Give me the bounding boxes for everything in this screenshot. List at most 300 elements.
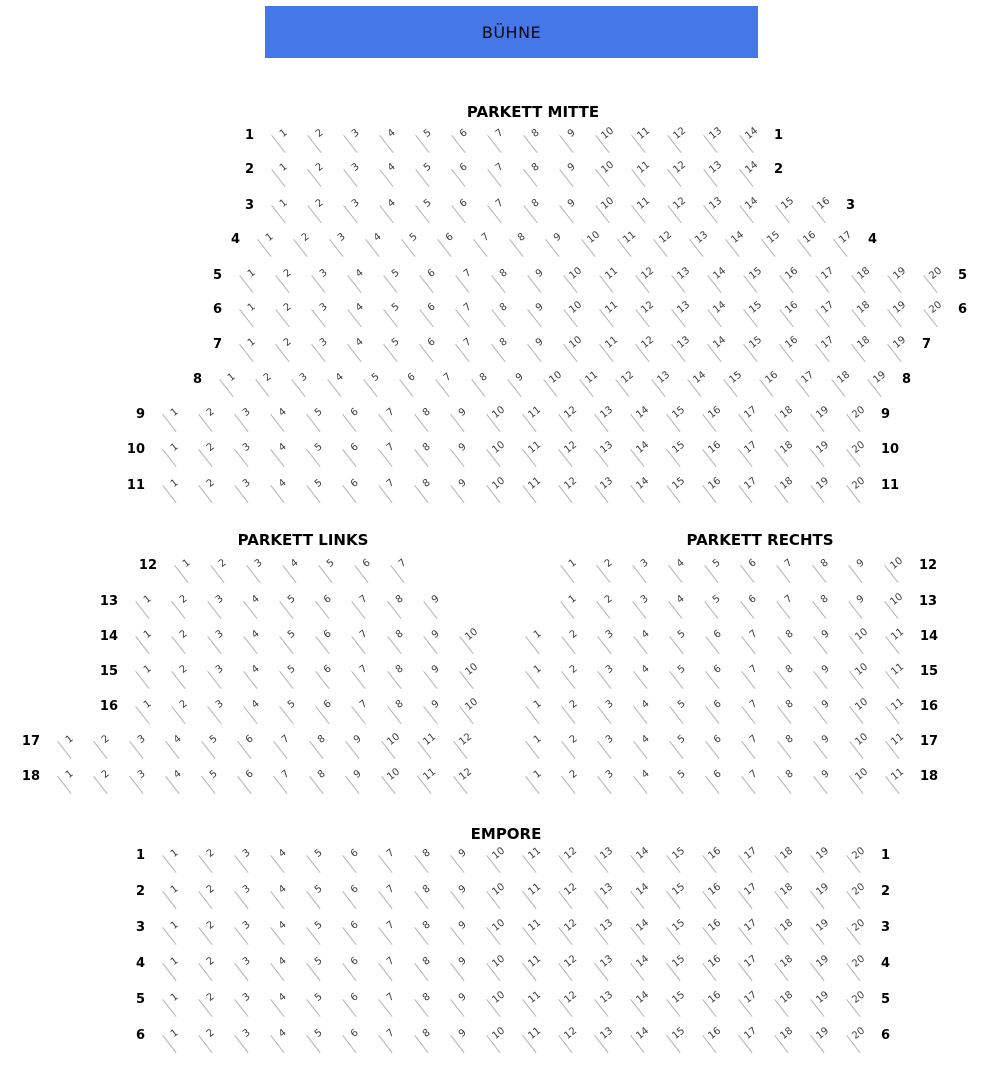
seat-number: 2 bbox=[204, 477, 217, 490]
stage-label: BÜHNE bbox=[481, 22, 542, 42]
seat-number: 8 bbox=[783, 663, 796, 676]
seat-number: 8 bbox=[497, 267, 510, 280]
seat-number: 9 bbox=[819, 663, 832, 676]
seat-empore-row5-2[interactable] bbox=[193, 993, 229, 1023]
row-label-left-parkett-links-15: 15 bbox=[99, 664, 118, 679]
seat-empore-row2-12[interactable] bbox=[553, 881, 589, 915]
seat-empore-row5-7[interactable] bbox=[373, 993, 409, 1023]
row-label-left-parkett-links-14: 14 bbox=[99, 629, 118, 644]
seat-number: 17 bbox=[819, 299, 837, 316]
seat-number: 13 bbox=[598, 953, 616, 970]
seat-number: 3 bbox=[603, 698, 616, 711]
seat-number: 3 bbox=[297, 371, 310, 384]
seat-number: 11 bbox=[889, 626, 907, 643]
seat-empore-row5-16[interactable] bbox=[697, 989, 733, 1023]
seat-empore-row6-13[interactable] bbox=[589, 1025, 625, 1059]
seat-number: 1 bbox=[141, 628, 154, 641]
seat-number: 3 bbox=[240, 406, 253, 419]
seat-number: 1 bbox=[168, 955, 181, 968]
seat-number: 7 bbox=[396, 557, 409, 570]
seat-number: 11 bbox=[889, 696, 907, 713]
seat-number: 5 bbox=[421, 127, 434, 140]
seat-number: 8 bbox=[315, 733, 328, 746]
seat-number: 16 bbox=[706, 439, 724, 456]
seat-number: 15 bbox=[670, 1025, 688, 1042]
seat-number: 13 bbox=[707, 125, 725, 142]
seat-number: 8 bbox=[529, 197, 542, 210]
seat-empore-row6-16[interactable] bbox=[697, 1025, 733, 1059]
seat-empore-row1-9[interactable] bbox=[445, 849, 481, 879]
seat-number: 18 bbox=[778, 845, 796, 862]
seat-empore-row4-5[interactable] bbox=[301, 957, 337, 987]
seat-empore-row2-11[interactable] bbox=[517, 881, 553, 915]
seat-number: 2 bbox=[204, 847, 217, 860]
seat-number: 5 bbox=[207, 768, 220, 781]
seat-number: 8 bbox=[393, 663, 406, 676]
seat-empore-row4-10[interactable] bbox=[481, 953, 517, 987]
seat-number: 2 bbox=[567, 628, 580, 641]
seat-number: 14 bbox=[711, 265, 729, 282]
seat-empore-row3-12[interactable] bbox=[553, 917, 589, 951]
seat-empore-row4-15[interactable] bbox=[661, 953, 697, 987]
seat-empore-row1-3[interactable] bbox=[229, 849, 265, 879]
seat-number: 17 bbox=[742, 404, 760, 421]
seat-empore-row5-9[interactable] bbox=[445, 993, 481, 1023]
seat-number: 6 bbox=[348, 955, 361, 968]
seat-number: 11 bbox=[421, 731, 439, 748]
seat-empore-row5-11[interactable] bbox=[517, 989, 553, 1023]
seat-number: 16 bbox=[706, 989, 724, 1006]
seat-empore-row6-14[interactable] bbox=[625, 1025, 661, 1059]
seat-number: 10 bbox=[567, 299, 585, 316]
seat-empore-row2-8[interactable] bbox=[409, 885, 445, 915]
seat-number: 10 bbox=[490, 404, 508, 421]
seat-number: 15 bbox=[747, 334, 765, 351]
seat-number: 3 bbox=[240, 955, 253, 968]
seat-number: 19 bbox=[814, 845, 832, 862]
seat-empore-row5-4[interactable] bbox=[265, 993, 301, 1023]
seat-number: 10 bbox=[490, 1025, 508, 1042]
seat-empore-row2-15[interactable] bbox=[661, 881, 697, 915]
seat-empore-row6-4[interactable] bbox=[265, 1029, 301, 1059]
seat-number: 5 bbox=[407, 231, 420, 244]
seat-number: 19 bbox=[891, 299, 909, 316]
seat-number: 6 bbox=[321, 593, 334, 606]
seat-number: 9 bbox=[429, 663, 442, 676]
seat-empore-row4-20[interactable] bbox=[841, 953, 877, 987]
seat-number: 3 bbox=[240, 847, 253, 860]
seat-number: 12 bbox=[671, 159, 689, 176]
seat-empore-row3-2[interactable] bbox=[193, 921, 229, 951]
seat-number: 12 bbox=[639, 334, 657, 351]
seat-number: 3 bbox=[349, 161, 362, 174]
seat-empore-row3-8[interactable] bbox=[409, 921, 445, 951]
seat-empore-row4-9[interactable] bbox=[445, 957, 481, 987]
seat-number: 5 bbox=[675, 698, 688, 711]
seat-number: 1 bbox=[263, 231, 276, 244]
row-label-left-parkett-mitte-3: 3 bbox=[244, 198, 254, 213]
seat-empore-row6-8[interactable] bbox=[409, 1029, 445, 1059]
seat-empore-row3-7[interactable] bbox=[373, 921, 409, 951]
row-label-right-empore-5: 5 bbox=[881, 992, 891, 1007]
row-label-left-parkett-links-12: 12 bbox=[138, 558, 157, 573]
seat-empore-row4-2[interactable] bbox=[193, 957, 229, 987]
seat-empore-row4-14[interactable] bbox=[625, 953, 661, 987]
seat-number: 4 bbox=[276, 441, 289, 454]
seat-number: 10 bbox=[463, 626, 481, 643]
seat-number: 14 bbox=[634, 881, 652, 898]
seat-empore-row2-20[interactable] bbox=[841, 881, 877, 915]
seat-empore-row3-18[interactable] bbox=[769, 917, 805, 951]
seat-number: 6 bbox=[425, 301, 438, 314]
seat-empore-row2-4[interactable] bbox=[265, 885, 301, 915]
seat-number: 19 bbox=[871, 369, 889, 386]
seat-number: 15 bbox=[670, 917, 688, 934]
seat-number: 11 bbox=[526, 1025, 544, 1042]
row-label-left-parkett-mitte-4: 4 bbox=[230, 232, 240, 247]
seat-empore-row5-17[interactable] bbox=[733, 989, 769, 1023]
seat-number: 13 bbox=[598, 475, 616, 492]
seat-empore-row3-13[interactable] bbox=[589, 917, 625, 951]
seat-number: 19 bbox=[814, 439, 832, 456]
seat-empore-row4-13[interactable] bbox=[589, 953, 625, 987]
seat-number: 8 bbox=[420, 991, 433, 1004]
seat-number: 17 bbox=[837, 229, 855, 246]
seat-row-empore-2 bbox=[135, 881, 891, 915]
seat-number: 7 bbox=[461, 336, 474, 349]
seat-number: 12 bbox=[562, 881, 580, 898]
seat-number: 10 bbox=[385, 766, 403, 783]
seat-number: 8 bbox=[477, 371, 490, 384]
seat-empore-row3-9[interactable] bbox=[445, 921, 481, 951]
seat-number: 15 bbox=[670, 845, 688, 862]
seat-empore-row4-17[interactable] bbox=[733, 953, 769, 987]
seat-empore-row5-14[interactable] bbox=[625, 989, 661, 1023]
seat-number: 11 bbox=[526, 439, 544, 456]
row-label-left-parkett-mitte-10: 10 bbox=[126, 442, 145, 457]
seat-number: 9 bbox=[533, 336, 546, 349]
seat-empore-row5-13[interactable] bbox=[589, 989, 625, 1023]
seat-row-empore-4 bbox=[135, 953, 891, 987]
seat-number: 17 bbox=[742, 439, 760, 456]
seat-empore-row2-6[interactable] bbox=[337, 885, 373, 915]
seat-number: 13 bbox=[693, 229, 711, 246]
seat-empore-row6-3[interactable] bbox=[229, 1029, 265, 1059]
seat-empore-row6-19[interactable] bbox=[805, 1025, 841, 1059]
seat-empore-row1-6[interactable] bbox=[337, 849, 373, 879]
seat-empore-row3-16[interactable] bbox=[697, 917, 733, 951]
seat-number: 10 bbox=[490, 989, 508, 1006]
seat-empore-row6-20[interactable] bbox=[841, 1025, 877, 1059]
seat-empore-row2-14[interactable] bbox=[625, 881, 661, 915]
seat-number: 16 bbox=[783, 299, 801, 316]
seat-number: 4 bbox=[639, 663, 652, 676]
seat-empore-row2-7[interactable] bbox=[373, 885, 409, 915]
seat-empore-row3-15[interactable] bbox=[661, 917, 697, 951]
seat-empore-row6-9[interactable] bbox=[445, 1029, 481, 1059]
section-title-empore: EMPORE bbox=[470, 825, 542, 843]
seat-empore-row4-16[interactable] bbox=[697, 953, 733, 987]
seat-number: 15 bbox=[670, 989, 688, 1006]
seat-number: 2 bbox=[281, 301, 294, 314]
seat-number: 4 bbox=[276, 991, 289, 1004]
seat-number: 18 bbox=[855, 334, 873, 351]
seat-number: 8 bbox=[420, 919, 433, 932]
seat-number: 8 bbox=[783, 733, 796, 746]
seat-number: 20 bbox=[850, 917, 868, 934]
seat-number: 7 bbox=[384, 1027, 397, 1040]
seat-number: 4 bbox=[639, 628, 652, 641]
seat-empore-row3-11[interactable] bbox=[517, 917, 553, 951]
seat-empore-row5-5[interactable] bbox=[301, 993, 337, 1023]
seat-empore-row1-17[interactable] bbox=[733, 845, 769, 879]
seat-number: 18 bbox=[778, 439, 796, 456]
seat-empore-row1-11[interactable] bbox=[517, 845, 553, 879]
seat-number: 2 bbox=[177, 628, 190, 641]
seat-number: 9 bbox=[456, 991, 469, 1004]
seat-empore-row3-5[interactable] bbox=[301, 921, 337, 951]
seat-number: 16 bbox=[801, 229, 819, 246]
seat-empore-row6-6[interactable] bbox=[337, 1029, 373, 1059]
seat-number: 3 bbox=[213, 698, 226, 711]
seat-number: 9 bbox=[456, 883, 469, 896]
seat-number: 8 bbox=[783, 628, 796, 641]
seat-number: 12 bbox=[562, 953, 580, 970]
seat-empore-row4-4[interactable] bbox=[265, 957, 301, 987]
seat-number: 8 bbox=[420, 441, 433, 454]
seat-empore-row6-5[interactable] bbox=[301, 1029, 337, 1059]
seat-number: 2 bbox=[313, 197, 326, 210]
seat-empore-row1-19[interactable] bbox=[805, 845, 841, 879]
seat-number: 17 bbox=[819, 334, 837, 351]
seat-number: 10 bbox=[599, 125, 617, 142]
row-label-right-parkett-mitte-2: 2 bbox=[774, 162, 784, 177]
seat-number: 1 bbox=[531, 733, 544, 746]
seat-empore-row5-10[interactable] bbox=[481, 989, 517, 1023]
seat-number: 13 bbox=[675, 334, 693, 351]
seat-empore-row2-5[interactable] bbox=[301, 885, 337, 915]
seat-empore-row4-8[interactable] bbox=[409, 957, 445, 987]
seat-empore-row1-7[interactable] bbox=[373, 849, 409, 879]
seat-empore-row6-12[interactable] bbox=[553, 1025, 589, 1059]
seat-number: 10 bbox=[567, 334, 585, 351]
seat-empore-row2-13[interactable] bbox=[589, 881, 625, 915]
seat-number: 1 bbox=[141, 593, 154, 606]
seat-number: 5 bbox=[312, 991, 325, 1004]
seat-number: 3 bbox=[335, 231, 348, 244]
seat-number: 4 bbox=[276, 1027, 289, 1040]
seat-number: 7 bbox=[384, 477, 397, 490]
seat-number: 2 bbox=[567, 698, 580, 711]
seat-number: 3 bbox=[603, 663, 616, 676]
seat-empore-row1-2[interactable] bbox=[193, 849, 229, 879]
seat-empore-row1-12[interactable] bbox=[553, 845, 589, 879]
row-label-right-parkett-rechts-14: 14 bbox=[920, 629, 939, 644]
seat-empore-row5-1[interactable] bbox=[157, 993, 193, 1023]
seat-number: 13 bbox=[598, 404, 616, 421]
seat-empore-row4-6[interactable] bbox=[337, 957, 373, 987]
seat-empore-row5-20[interactable] bbox=[841, 989, 877, 1023]
seat-empore-row2-3[interactable] bbox=[229, 885, 265, 915]
seat-number: 5 bbox=[675, 628, 688, 641]
seat-number: 3 bbox=[317, 336, 330, 349]
seat-number: 6 bbox=[348, 1027, 361, 1040]
seat-empore-row6-10[interactable] bbox=[481, 1025, 517, 1059]
seat-number: 12 bbox=[457, 731, 475, 748]
seat-empore-row5-8[interactable] bbox=[409, 993, 445, 1023]
seat-empore-row3-20[interactable] bbox=[841, 917, 877, 951]
seat-number: 5 bbox=[312, 406, 325, 419]
seat-number: 2 bbox=[313, 161, 326, 174]
seat-number: 19 bbox=[814, 953, 832, 970]
seat-empore-row5-6[interactable] bbox=[337, 993, 373, 1023]
seat-number: 14 bbox=[711, 334, 729, 351]
seat-number: 9 bbox=[819, 733, 832, 746]
section-title-parkett-mitte: PARKETT MITTE bbox=[466, 103, 600, 121]
seat-empore-row2-16[interactable] bbox=[697, 881, 733, 915]
seat-number: 3 bbox=[252, 557, 265, 570]
seat-number: 7 bbox=[357, 663, 370, 676]
row-label-right-parkett-rechts-17: 17 bbox=[920, 734, 939, 749]
seat-number: 13 bbox=[598, 1025, 616, 1042]
row-label-left-parkett-mitte-11: 11 bbox=[126, 478, 145, 493]
seat-number: 9 bbox=[456, 847, 469, 860]
seat-number: 11 bbox=[603, 265, 621, 282]
seat-empore-row4-7[interactable] bbox=[373, 957, 409, 987]
seat-empore-row4-11[interactable] bbox=[517, 953, 553, 987]
seat-number: 8 bbox=[818, 557, 831, 570]
seat-number: 1 bbox=[566, 557, 579, 570]
seat-empore-row2-1[interactable] bbox=[157, 885, 193, 915]
seat-empore-row1-20[interactable] bbox=[841, 845, 877, 879]
seat-number: 13 bbox=[707, 159, 725, 176]
seat-empore-row1-14[interactable] bbox=[625, 845, 661, 879]
seat-number: 8 bbox=[783, 698, 796, 711]
seat-empore-row4-3[interactable] bbox=[229, 957, 265, 987]
seat-number: 5 bbox=[312, 1027, 325, 1040]
seat-empore-row2-2[interactable] bbox=[193, 885, 229, 915]
seat-empore-row3-6[interactable] bbox=[337, 921, 373, 951]
seat-empore-row1-4[interactable] bbox=[265, 849, 301, 879]
seat-empore-row3-19[interactable] bbox=[805, 917, 841, 951]
seat-number: 6 bbox=[443, 231, 456, 244]
seat-empore-row4-19[interactable] bbox=[805, 953, 841, 987]
seat-number: 10 bbox=[585, 229, 603, 246]
seat-empore-row4-12[interactable] bbox=[553, 953, 589, 987]
seat-number: 1 bbox=[531, 698, 544, 711]
seat-number: 6 bbox=[321, 628, 334, 641]
seat-empore-row1-5[interactable] bbox=[301, 849, 337, 879]
seat-empore-row3-4[interactable] bbox=[265, 921, 301, 951]
row-label-left-parkett-mitte-5: 5 bbox=[212, 268, 222, 283]
seat-number: 12 bbox=[562, 439, 580, 456]
seat-number: 4 bbox=[385, 161, 398, 174]
seat-number: 17 bbox=[742, 1025, 760, 1042]
seat-number: 10 bbox=[547, 369, 565, 386]
seat-number: 5 bbox=[285, 698, 298, 711]
seat-number: 10 bbox=[490, 475, 508, 492]
seat-number: 15 bbox=[779, 195, 797, 212]
seat-number: 11 bbox=[526, 845, 544, 862]
seat-empore-row6-15[interactable] bbox=[661, 1025, 697, 1059]
seat-empore-row3-1[interactable] bbox=[157, 921, 193, 951]
seat-number: 12 bbox=[562, 475, 580, 492]
row-label-right-parkett-rechts-12: 12 bbox=[919, 558, 938, 573]
seat-number: 1 bbox=[141, 698, 154, 711]
seat-empore-row3-10[interactable] bbox=[481, 917, 517, 951]
seat-number: 12 bbox=[619, 369, 637, 386]
seat-number: 7 bbox=[461, 301, 474, 314]
seat-empore-row5-3[interactable] bbox=[229, 993, 265, 1023]
seat-number: 1 bbox=[531, 663, 544, 676]
seat-empore-row6-2[interactable] bbox=[193, 1029, 229, 1059]
seat-empore-row3-14[interactable] bbox=[625, 917, 661, 951]
seat-number: 12 bbox=[562, 917, 580, 934]
seat-number: 5 bbox=[312, 477, 325, 490]
seat-empore-row4-18[interactable] bbox=[769, 953, 805, 987]
seat-number: 20 bbox=[850, 439, 868, 456]
seat-number: 10 bbox=[385, 731, 403, 748]
seat-number: 11 bbox=[889, 731, 907, 748]
seat-number: 1 bbox=[245, 336, 258, 349]
seat-empore-row2-17[interactable] bbox=[733, 881, 769, 915]
seat-number: 4 bbox=[639, 768, 652, 781]
seat-number: 12 bbox=[671, 125, 689, 142]
seat-empore-row2-10[interactable] bbox=[481, 881, 517, 915]
seat-number: 10 bbox=[888, 591, 906, 608]
seat-empore-row6-17[interactable] bbox=[733, 1025, 769, 1059]
seat-empore-row1-13[interactable] bbox=[589, 845, 625, 879]
seat-number: 14 bbox=[634, 953, 652, 970]
seat-empore-row6-18[interactable] bbox=[769, 1025, 805, 1059]
seat-empore-row6-7[interactable] bbox=[373, 1029, 409, 1059]
seat-empore-row5-19[interactable] bbox=[805, 989, 841, 1023]
seat-number: 16 bbox=[706, 475, 724, 492]
seat-empore-row1-8[interactable] bbox=[409, 849, 445, 879]
seat-empore-row3-3[interactable] bbox=[229, 921, 265, 951]
seat-number: 16 bbox=[763, 369, 781, 386]
seat-empore-row5-18[interactable] bbox=[769, 989, 805, 1023]
seat-number: 3 bbox=[349, 127, 362, 140]
seat-empore-row2-18[interactable] bbox=[769, 881, 805, 915]
seat-number: 14 bbox=[634, 989, 652, 1006]
seat-number: 6 bbox=[711, 628, 724, 641]
seat-number: 14 bbox=[634, 917, 652, 934]
seat-number: 1 bbox=[63, 733, 76, 746]
seat-number: 18 bbox=[778, 953, 796, 970]
seat-number: 5 bbox=[312, 441, 325, 454]
seat-empore-row5-12[interactable] bbox=[553, 989, 589, 1023]
seat-empore-row4-1[interactable] bbox=[157, 957, 193, 987]
seat-empore-row1-16[interactable] bbox=[697, 845, 733, 879]
seat-number: 17 bbox=[742, 475, 760, 492]
seat-empore-row6-1[interactable] bbox=[157, 1029, 193, 1059]
seat-empore-row2-19[interactable] bbox=[805, 881, 841, 915]
seat-empore-row1-1[interactable] bbox=[157, 849, 193, 879]
seat-number: 12 bbox=[671, 195, 689, 212]
seat-number: 13 bbox=[675, 265, 693, 282]
seat-empore-row2-9[interactable] bbox=[445, 885, 481, 915]
seat-empore-row6-11[interactable] bbox=[517, 1025, 553, 1059]
seat-empore-row1-10[interactable] bbox=[481, 845, 517, 879]
seat-empore-row5-15[interactable] bbox=[661, 989, 697, 1023]
seat-empore-row3-17[interactable] bbox=[733, 917, 769, 951]
seat-empore-row1-18[interactable] bbox=[769, 845, 805, 879]
seat-number: 3 bbox=[638, 593, 651, 606]
seat-number: 13 bbox=[598, 845, 616, 862]
seat-number: 3 bbox=[240, 883, 253, 896]
seat-empore-row1-15[interactable] bbox=[661, 845, 697, 879]
